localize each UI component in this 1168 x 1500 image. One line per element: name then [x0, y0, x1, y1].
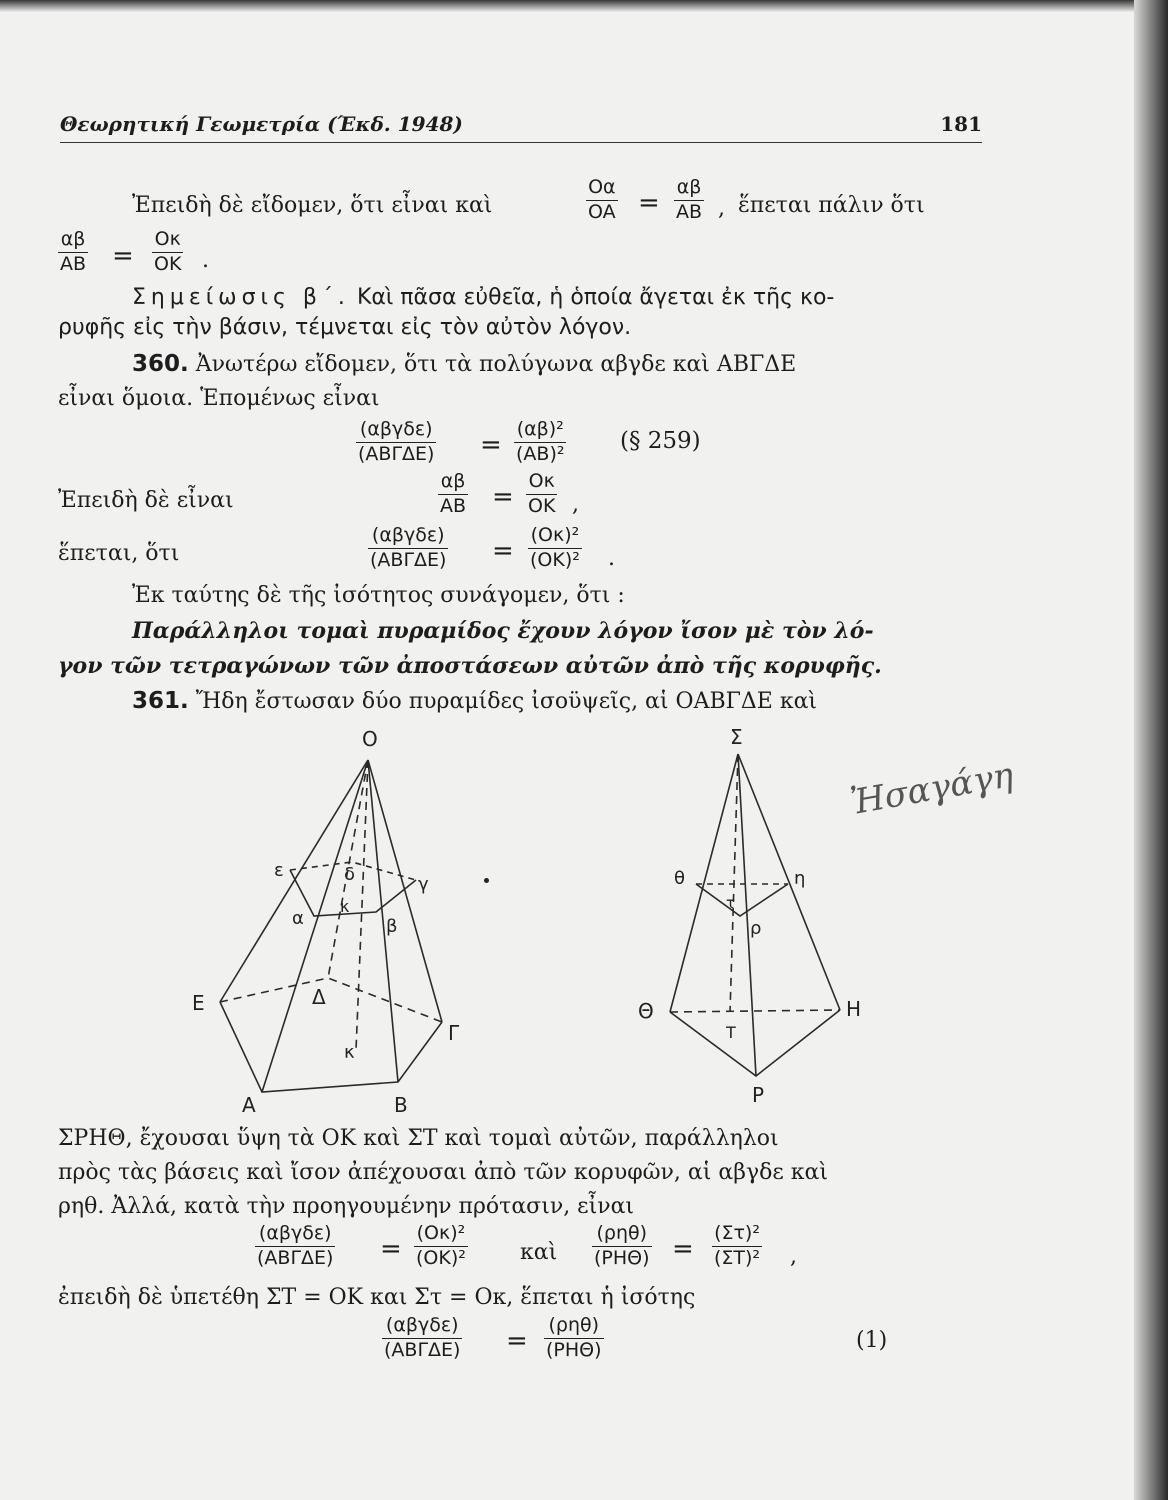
- equals-sign: =: [480, 430, 502, 460]
- pyramid-figure-1: [180, 720, 480, 1120]
- edge-S-H: [738, 754, 840, 1010]
- label-Th: Θ: [638, 999, 654, 1023]
- numerator: (Στ)²: [714, 1222, 760, 1244]
- base-visible: [220, 1002, 442, 1092]
- height-OK: [356, 760, 368, 1050]
- equation-area-ratio-3: [255, 1224, 335, 1269]
- numerator: (Oκ)²: [416, 1222, 466, 1244]
- fraction-ab-AB-2: [58, 230, 88, 275]
- period: .: [202, 248, 209, 273]
- label-H: H: [846, 997, 862, 1021]
- page-top-edge: [0, 0, 1168, 12]
- label-g: γ: [418, 874, 429, 895]
- stray-dot: [484, 878, 489, 883]
- reference-259: (§ 259): [620, 428, 701, 454]
- label-O: O: [362, 727, 378, 751]
- running-header: [60, 110, 982, 143]
- label-b: β: [386, 916, 398, 937]
- numerator: (αβγδε): [258, 1222, 332, 1244]
- denominator: OK: [528, 494, 556, 517]
- numerator: Oκ: [528, 470, 555, 492]
- remark-line2: ρυφῆς εἰς τὴν βάσιν, τέμνεται εἰς τὸν αὐτὸν λόγον.: [58, 315, 632, 340]
- section-number: 361.: [132, 688, 189, 714]
- label-t: τ: [726, 894, 736, 912]
- fraction-Ok-squared-2: [414, 1224, 468, 1269]
- numerator: (αβγδε): [371, 524, 445, 546]
- equals-sign: =: [492, 536, 514, 566]
- label-th: θ: [674, 868, 686, 889]
- page-right-edge: [1134, 0, 1168, 1500]
- denominator: AB: [60, 252, 87, 275]
- section-visible: [696, 884, 788, 916]
- fraction-St-squared: [712, 1224, 762, 1269]
- numerator: (αβγδε): [385, 1314, 459, 1336]
- sec361-line4: ρηθ. Ἀλλά, κατὰ τὴν προηγουμένην πρότασιν, εἶναι: [58, 1194, 635, 1219]
- denominator: (ΣΤ)²: [714, 1246, 761, 1269]
- fraction-ab-squared: [514, 420, 566, 465]
- equals-sign: =: [492, 482, 514, 512]
- follows-text: ἕπεται, ὅτι: [58, 541, 180, 566]
- sec361-line1: [132, 690, 817, 713]
- label-e: ε: [274, 860, 284, 881]
- since-text: Ἐπειδὴ δὲ εἶναι: [58, 488, 234, 513]
- numerator: Oκ: [154, 228, 181, 250]
- denominator: (OK)²: [416, 1246, 466, 1269]
- header-title: Θεωρητική Γεωμετρία (Έκδ. 1948): [60, 112, 463, 136]
- label-D: Δ: [312, 985, 326, 1009]
- numerator: αβ: [440, 470, 466, 492]
- section-number: 360.: [132, 351, 189, 377]
- label-d: δ: [344, 864, 356, 885]
- remark-text: Καὶ πᾶσα εὐθεῖα, ἡ ὁποία ἄγεται ἐκ τῆς κο-: [356, 285, 835, 310]
- label-E: Ε: [192, 991, 205, 1015]
- label-G: Γ: [448, 1021, 460, 1045]
- sec360-text: Ἀνωτέρω εἴδομεν, ὅτι τὰ πολύγωνα αβγδε καὶ ΑΒΓΔΕ: [195, 352, 797, 377]
- numerator: Oα: [588, 176, 616, 198]
- numerator: (Oκ)²: [530, 524, 580, 546]
- and-text: καὶ: [520, 1240, 558, 1265]
- fraction-Ok-OK-2: [526, 472, 557, 517]
- sec361-line2: ΣΡΗΘ, ἔχουσαι ὕψη τὰ ΟΚ καὶ ΣΤ καὶ τομαὶ αὐτῶν, παράλληλοι: [58, 1126, 779, 1151]
- page-number: 181: [940, 112, 982, 136]
- denominator: (OK)²: [530, 548, 580, 571]
- period: .: [608, 546, 615, 571]
- equals-sign: =: [506, 1326, 528, 1356]
- denominator: AB: [440, 494, 467, 517]
- label-B: B: [394, 1093, 408, 1117]
- base-hidden: [220, 978, 442, 1022]
- equals-sign: =: [638, 188, 660, 218]
- sec360-line2: εἶναι ὅμοια. Ἑπομένως εἶναι: [58, 386, 380, 411]
- sec360-line1: [132, 353, 796, 376]
- label-A: A: [242, 1093, 256, 1117]
- theorem-line2: γον τῶν τετραγώνων τῶν ἀποστάσεων αὐτῶν ἀπὸ τῆς κορυφῆς.: [58, 653, 882, 679]
- label-r: ρ: [750, 918, 762, 939]
- para1-outro: ἕπεται πάλιν ὅτι: [738, 193, 925, 218]
- label-k: κ: [340, 897, 350, 916]
- equals-sign: =: [380, 1234, 402, 1264]
- denominator: (ΑΒΓΔΕ): [257, 1246, 334, 1269]
- denominator: (ΡΗΘ): [594, 1246, 650, 1269]
- label-K: κ: [344, 1042, 355, 1063]
- fraction-Ok-OK: [152, 230, 183, 275]
- fraction-rhth-2: [544, 1316, 604, 1361]
- numerator: (αβ)²: [516, 418, 564, 440]
- denominator: (ΑΒΓΔΕ): [384, 1338, 461, 1361]
- comma: ,: [572, 492, 579, 517]
- numerator: (αβγδε): [359, 418, 433, 440]
- equation-number: (1): [856, 1328, 888, 1353]
- numerator: αβ: [676, 176, 702, 198]
- remark-line1: [132, 287, 834, 309]
- denominator: AB: [676, 200, 703, 223]
- fraction-ab-AB: [674, 178, 704, 223]
- numerator: (ρηθ): [548, 1314, 600, 1336]
- fraction-Ok-squared: [528, 526, 582, 571]
- numerator: (ρηθ): [596, 1222, 648, 1244]
- theorem-line1: Παράλληλοι τομαὶ πυραμίδος ἔχουν λόγον ἴσον μὲ τὸν λό-: [132, 618, 874, 644]
- pyramid-figure-2: [630, 720, 870, 1120]
- label-h: η: [794, 868, 806, 889]
- edge-OG: [368, 760, 442, 1022]
- sec361-line3: πρὸς τὰς βάσεις καὶ ἴσον ἀπέχουσαι ἀπὸ τῶν κορυφῶν, αἱ αβγδε καὶ: [58, 1160, 828, 1185]
- comma: ,: [718, 196, 725, 221]
- denominator: OK: [154, 252, 182, 275]
- label-R: P: [752, 1083, 765, 1107]
- comma: ,: [790, 1244, 797, 1269]
- height-ST: [730, 754, 738, 1012]
- sec361-text: Ἤδη ἔστωσαν δύο πυραμίδες ἰσοϋψεῖς, αἱ ΟΑΒΓΔΕ καὶ: [195, 689, 818, 714]
- label-S: Σ: [730, 725, 743, 749]
- remark-label: Σημείωσις β΄.: [132, 285, 350, 310]
- denominator: (ΡΗΘ): [546, 1338, 602, 1361]
- para1-intro: Ἐπειδὴ δὲ εἴδομεν, ὅτι εἶναι καὶ: [132, 193, 493, 218]
- fraction-Oa-OA: [586, 178, 618, 223]
- label-T: T: [726, 1023, 736, 1042]
- equation-area-ratio-2: [368, 526, 448, 571]
- fraction-ab-AB-3: [438, 472, 468, 517]
- equation-1: [382, 1316, 462, 1361]
- sec361-line5: ἐπειδὴ δὲ ὑπετέθη ΣΤ = ΟΚ και Στ = Οκ, ἕπεται ἡ ἰσότης: [58, 1285, 696, 1310]
- conclusion-text: Ἐκ ταύτης δὲ τῆς ἰσότητος συνάγομεν, ὅτι :: [132, 583, 625, 608]
- equation-area-ratio: [356, 420, 436, 465]
- handwritten-signature: Ἠσαγάγη: [847, 755, 1017, 823]
- denominator: OA: [588, 200, 616, 223]
- denominator: (ΑΒΓΔΕ): [358, 442, 435, 465]
- numerator: αβ: [60, 228, 86, 250]
- denominator: (AB)²: [516, 442, 565, 465]
- base-hidden: [670, 1010, 840, 1012]
- denominator: (ΑΒΓΔΕ): [370, 548, 447, 571]
- fraction-rhth: [592, 1224, 652, 1269]
- equals-sign: =: [112, 241, 134, 271]
- label-a: α: [292, 908, 304, 929]
- equals-sign: =: [672, 1234, 694, 1264]
